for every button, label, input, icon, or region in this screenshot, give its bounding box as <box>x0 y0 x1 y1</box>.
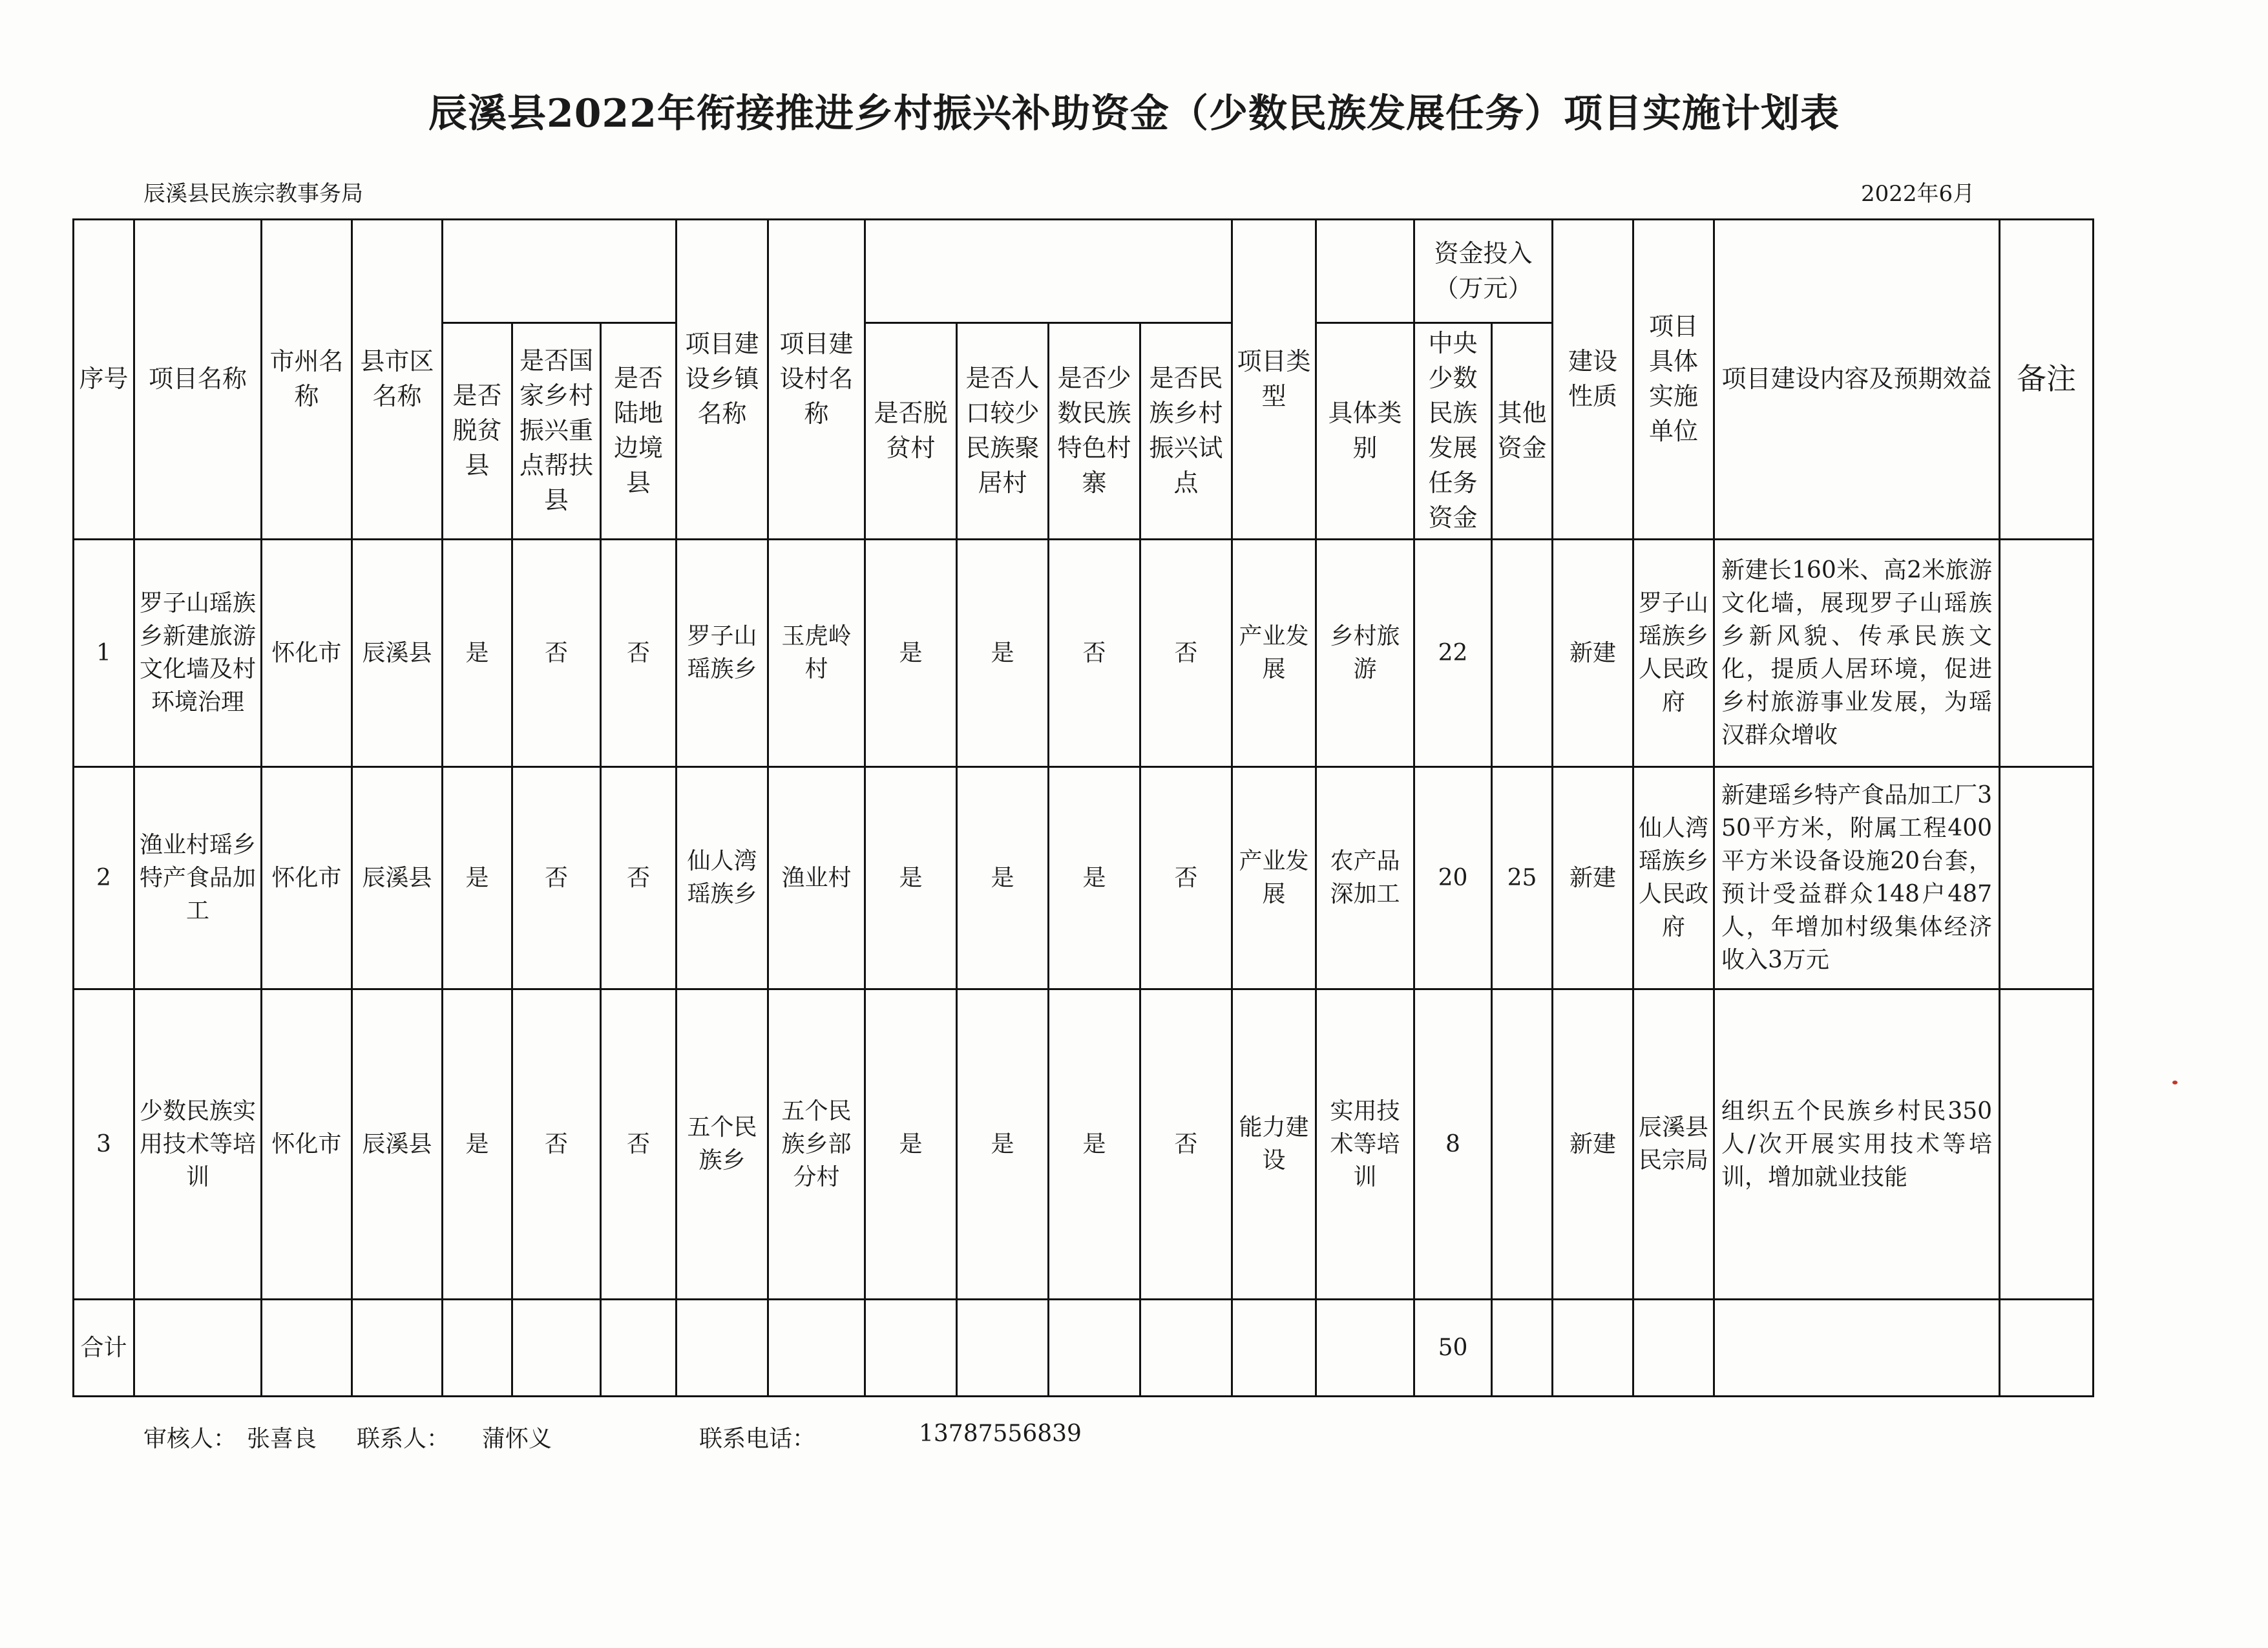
cell-town: 罗子山瑶族乡 <box>677 539 768 766</box>
total-empty-cell <box>1232 1299 1316 1396</box>
cell-is-poor-county: 是 <box>443 539 512 766</box>
page-title: 辰溪县2022年衔接推进乡村振兴补助资金（少数民族发展任务）项目实施计划表 <box>428 91 1840 136</box>
total-row <box>74 1299 2094 1396</box>
cell-nature: 新建 <box>1553 539 1633 766</box>
header-is-minority-village: 是否人口较少民族聚居村 <box>957 323 1049 540</box>
cell-unit: 仙人湾瑶族乡人民政府 <box>1633 766 1714 989</box>
cell-remark <box>2000 539 2094 766</box>
total-empty-cell <box>1049 1299 1140 1396</box>
header-is-key-county: 是否国家乡村振兴重点帮扶县 <box>512 323 601 540</box>
cell-is-poor-county: 是 <box>443 766 512 989</box>
cell-seq: 2 <box>74 766 134 989</box>
cell-is-key-county: 否 <box>512 766 601 989</box>
total-empty-cell <box>134 1299 262 1396</box>
cell-central-fund: 22 <box>1414 539 1492 766</box>
cell-is-border-county: 否 <box>601 539 677 766</box>
header-city: 市州名称 <box>262 220 352 540</box>
header-nature: 建设性质 <box>1553 220 1633 540</box>
table-row <box>74 539 2094 766</box>
cell-project-type: 能力建设 <box>1232 989 1316 1299</box>
cell-specific-type: 实用技术等培训 <box>1316 989 1414 1299</box>
cell-is-minority-village: 是 <box>957 989 1049 1299</box>
cell-county: 辰溪县 <box>352 539 443 766</box>
cell-specific-type: 农产品深加工 <box>1316 766 1414 989</box>
header-project-name: 项目名称 <box>134 220 262 540</box>
cell-village: 五个民族乡部分村 <box>768 989 865 1299</box>
table-row <box>74 766 2094 989</box>
total-empty-cell <box>677 1299 768 1396</box>
header-village: 项目建设村名称 <box>768 220 865 540</box>
issuing-organization: 辰溪县民族宗教事务局 <box>143 181 363 207</box>
total-empty-cell <box>1714 1299 2000 1396</box>
header-is-pilot: 是否民族乡村振兴试点 <box>1140 323 1232 540</box>
cell-central-fund: 20 <box>1414 766 1492 989</box>
document-date: 2022年6月 <box>1861 181 1975 207</box>
header-project-type: 项目类型 <box>1232 220 1316 540</box>
cell-nature: 新建 <box>1553 989 1633 1299</box>
cell-is-pilot: 否 <box>1140 539 1232 766</box>
cell-city: 怀化市 <box>262 766 352 989</box>
cell-nature: 新建 <box>1553 766 1633 989</box>
cell-unit: 辰溪县民宗局 <box>1633 989 1714 1299</box>
header-specific-type: 具体类别 <box>1316 323 1414 540</box>
header-county-group <box>443 220 677 323</box>
cell-project-type: 产业发展 <box>1232 539 1316 766</box>
cell-remark <box>2000 989 2094 1299</box>
total-empty-cell <box>1140 1299 1232 1396</box>
header-seq: 序号 <box>74 220 134 540</box>
cell-content: 新建瑶乡特产食品加工厂350平方米，附属工程400平方米设备设施20台套，预计受益群众148户487人，年增加村级集体经济收入3万元 <box>1714 766 2000 989</box>
cell-is-key-county: 否 <box>512 539 601 766</box>
cell-seq: 1 <box>74 539 134 766</box>
cell-seq: 3 <box>74 989 134 1299</box>
header-is-poor-village: 是否脱贫村 <box>865 323 957 540</box>
cell-city: 怀化市 <box>262 539 352 766</box>
total-empty-cell <box>1553 1299 1633 1396</box>
cell-project-name: 罗子山瑶族乡新建旅游文化墙及村环境治理 <box>134 539 262 766</box>
total-empty-cell <box>2000 1299 2094 1396</box>
cell-is-key-county: 否 <box>512 989 601 1299</box>
total-central-fund: 50 <box>1414 1299 1492 1396</box>
cell-town: 仙人湾瑶族乡 <box>677 766 768 989</box>
reviewer-label: 审核人： <box>143 1426 237 1452</box>
cell-city: 怀化市 <box>262 989 352 1299</box>
cell-county: 辰溪县 <box>352 989 443 1299</box>
cell-village: 玉虎岭村 <box>768 539 865 766</box>
header-row-1 <box>74 220 2094 323</box>
total-empty-cell <box>865 1299 957 1396</box>
cell-content: 组织五个民族乡村民350人/次开展实用技术等培训，增加就业技能 <box>1714 989 2000 1299</box>
total-empty-cell <box>352 1299 443 1396</box>
cell-is-border-county: 否 <box>601 766 677 989</box>
cell-is-pilot: 否 <box>1140 989 1232 1299</box>
cell-project-type: 产业发展 <box>1232 766 1316 989</box>
header-county: 县市区名称 <box>352 220 443 540</box>
cell-is-border-county: 否 <box>601 989 677 1299</box>
header-other-fund: 其他资金 <box>1492 323 1553 540</box>
cell-remark <box>2000 766 2094 989</box>
cell-project-name: 渔业村瑶乡特产食品加工 <box>134 766 262 989</box>
total-empty-cell <box>512 1299 601 1396</box>
total-empty-cell <box>768 1299 865 1396</box>
cell-is-pilot: 否 <box>1140 766 1232 989</box>
cell-is-poor-village: 是 <box>865 766 957 989</box>
cell-project-name: 少数民族实用技术等培训 <box>134 989 262 1299</box>
scan-speck <box>2172 1081 2178 1084</box>
header-is-poor-county: 是否脱贫县 <box>443 323 512 540</box>
cell-county: 辰溪县 <box>352 766 443 989</box>
cell-is-feature-village: 是 <box>1049 989 1140 1299</box>
header-remark: 备注 <box>2000 220 2094 540</box>
total-empty-cell <box>443 1299 512 1396</box>
contact-name: 蒲怀义 <box>482 1426 552 1452</box>
header-village-group <box>865 220 1232 323</box>
cell-is-feature-village: 否 <box>1049 539 1140 766</box>
contact-label: 联系人： <box>357 1426 450 1452</box>
total-label: 合计 <box>74 1299 134 1396</box>
cell-village: 渔业村 <box>768 766 865 989</box>
plan-table <box>72 218 2094 1397</box>
header-is-feature-village: 是否少数民族特色村寨 <box>1049 323 1140 540</box>
cell-content: 新建长160米、高2米旅游文化墙，展现罗子山瑶族乡新风貌、传承民族文化，提质人居环境，促进乡村旅游事业发展，为瑶汉群众增收 <box>1714 539 2000 766</box>
header-funding-group: 资金投入（万元） <box>1414 220 1553 323</box>
cell-other-fund <box>1492 539 1553 766</box>
header-central-fund: 中央少数民族发展任务资金 <box>1414 323 1492 540</box>
cell-is-poor-county: 是 <box>443 989 512 1299</box>
total-empty-cell <box>601 1299 677 1396</box>
reviewer-name: 张喜良 <box>247 1426 317 1452</box>
total-empty-cell <box>1492 1299 1553 1396</box>
cell-other-fund <box>1492 989 1553 1299</box>
cell-is-minority-village: 是 <box>957 539 1049 766</box>
header-is-border-county: 是否陆地边境县 <box>601 323 677 540</box>
cell-is-feature-village: 是 <box>1049 766 1140 989</box>
header-type-group <box>1316 220 1414 323</box>
cell-central-fund: 8 <box>1414 989 1492 1299</box>
header-content: 项目建设内容及预期效益 <box>1714 220 2000 540</box>
total-empty-cell <box>957 1299 1049 1396</box>
cell-other-fund: 25 <box>1492 766 1553 989</box>
phone-label: 联系电话： <box>699 1426 816 1452</box>
header-town: 项目建设乡镇名称 <box>677 220 768 540</box>
phone-number: 13787556839 <box>919 1421 1082 1447</box>
cell-is-poor-village: 是 <box>865 539 957 766</box>
total-empty-cell <box>1316 1299 1414 1396</box>
cell-unit: 罗子山瑶族乡人民政府 <box>1633 539 1714 766</box>
cell-is-minority-village: 是 <box>957 766 1049 989</box>
cell-town: 五个民族乡 <box>677 989 768 1299</box>
header-unit: 项目具体实施单位 <box>1633 220 1714 540</box>
total-empty-cell <box>1633 1299 1714 1396</box>
cell-specific-type: 乡村旅游 <box>1316 539 1414 766</box>
total-empty-cell <box>262 1299 352 1396</box>
table-row <box>74 989 2094 1299</box>
cell-is-poor-village: 是 <box>865 989 957 1299</box>
